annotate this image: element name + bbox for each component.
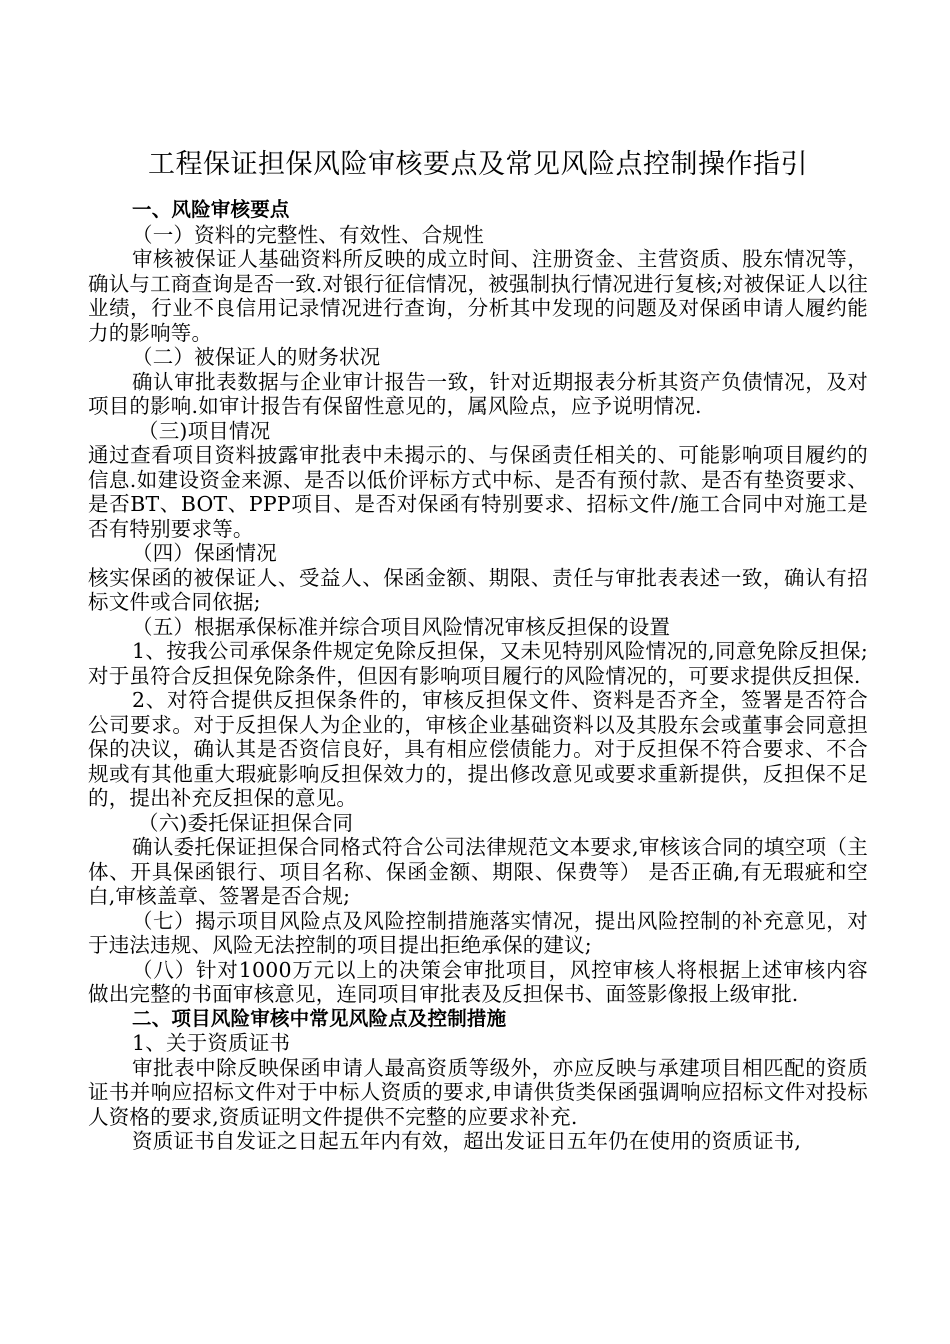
subsection-heading: 1、关于资质证书 xyxy=(132,1031,291,1055)
paragraph: 审核被保证人基础资料所反映的成立时间、注册资金、主营资质、股东情况等，确认与工商查询是否一致.对银行征信情况，被强制执行情况进行复核;对被保证人以往业绩，行业不良信用记录情况进行查询，分析其中发现的问题及对保函申请人履约能力的影响等。 xyxy=(88,247,868,345)
subsection-heading: （三)项目情况 xyxy=(138,418,271,443)
subsection-heading: （五）根据承保标准并综合项目风险情况审核反担保的设置 xyxy=(132,614,671,639)
subsection-heading: （四）保函情况 xyxy=(132,541,277,565)
paragraph: 资质证书自发证之日起五年内有效，超出发证日五年仍在使用的资质证书, xyxy=(132,1129,802,1153)
paragraph: 确认审批表数据与企业审计报告一致，针对近期报表分析其资产负债情况，及对项目的影响.如审计报告有保留性意见的，属风险点，应予说明情况. xyxy=(88,369,868,418)
paragraph: （七）揭示项目风险点及风险控制措施落实情况，提出风险控制的补充意见，对于违法违规、风险无法控制的项目提出拒绝承保的建议; xyxy=(88,908,868,957)
subsection-heading: （二）被保证人的财务状况 xyxy=(132,345,381,369)
paragraph: 核实保函的被保证人、受益人、保函金额、期限、责任与审批表表述一致，确认有招标文件或合同依据; xyxy=(88,565,868,614)
document-page xyxy=(88,148,868,1154)
paragraph: （八）针对1000万元以上的决策会审批项目，风控审核人将根据上述审核内容做出完整的书面审核意见，连同项目审批表及反担保书、面签影像报上级审批. xyxy=(88,957,868,1006)
subsection-heading: （六)委托保证担保合同 xyxy=(138,810,354,835)
paragraph: 2、对符合提供反担保条件的，审核反担保文件、资料是否齐全，签署是否符合公司要求。对于反担保人为企业的，审核企业基础资料以及其股东会或董事会同意担保的决议，确认其是否资信良好，具有相应偿债能力。对于反担保不符合要求、不合规或有其他重大瑕疵影响反担保效力的，提出修改意见或要求重新提供，反担保不足的，提出补充反担保的意见。 xyxy=(88,688,868,810)
paragraph: 1、按我公司承保条件规定免除反担保，又未见特别风险情况的,同意免除反担保;对于虽符合反担保免除条件，但因有影响项目履行的风险情况的，可要求提供反担保. xyxy=(88,639,868,688)
section-heading-2: 二、项目风险审核中常见风险点及控制措施 xyxy=(132,1006,507,1030)
section-heading-1: 一、风险审核要点 xyxy=(132,198,290,221)
paragraph: 审批表中除反映保函申请人最高资质等级外，亦应反映与承建项目相匹配的资质证书并响应招标文件对于中标人资质的要求,申请供货类保函强调响应招标文件对投标人资格的要求,资质证明文件提供不完整的应要求补充. xyxy=(88,1055,868,1129)
paragraph: 通过查看项目资料披露审批表中未揭示的、与保函责任相关的、可能影响项目履约的信息.如建设资金来源、是否以低价评标方式中标、是否有预付款、是否有垫资要求、是否BT、BOT、PPP项目、是否对保函有特别要求、招标文件/施工合同中对施工是否有特别要求等。 xyxy=(88,443,868,541)
document-title: 工程保证担保风险审核要点及常见风险点控制操作指引 xyxy=(148,149,808,180)
paragraph: 确认委托保证担保合同格式符合公司法律规范文本要求,审核该合同的填空项（主体、开具保函银行、项目名称、保函金额、期限、保费等） 是否正确,有无瑕疵和空白,审核盖章、签署是否合规; xyxy=(88,835,868,908)
subsection-heading: （一）资料的完整性、有效性、合规性 xyxy=(132,222,484,247)
